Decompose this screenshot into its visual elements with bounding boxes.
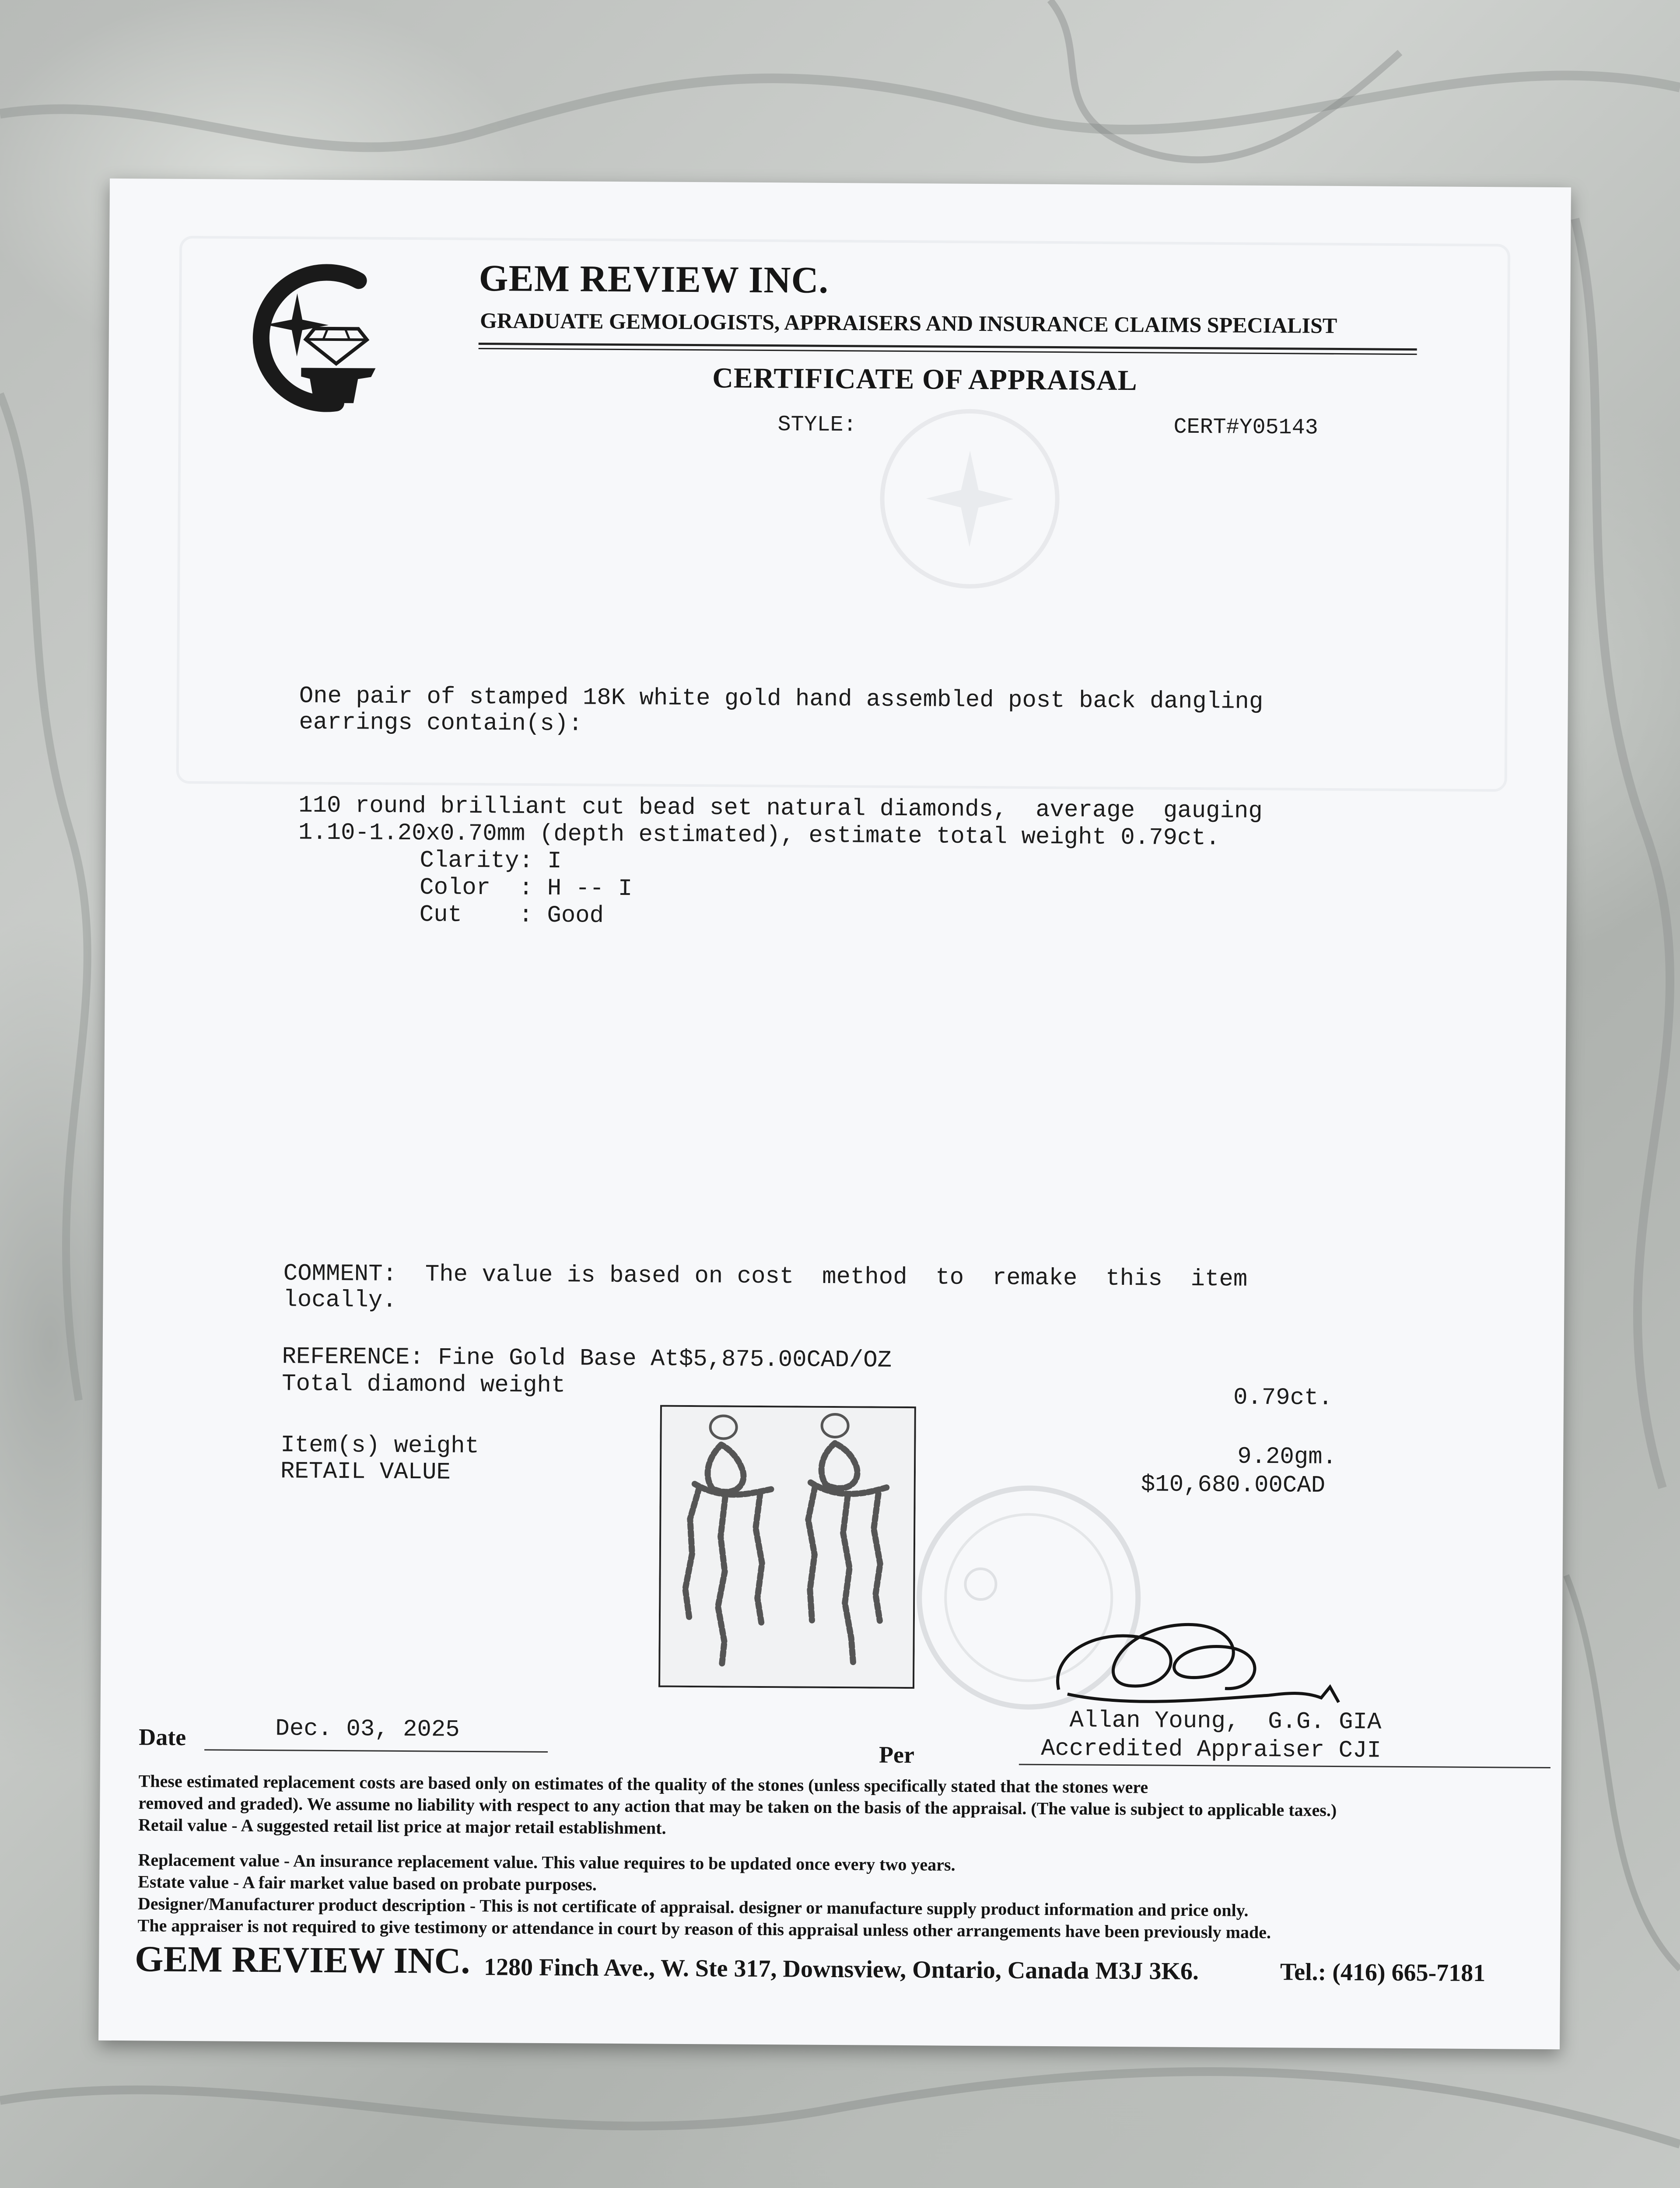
appraiser-name: Allan Young, G.G. GIA xyxy=(1069,1707,1382,1736)
reference-line: REFERENCE: Fine Gold Base At$5,875.00CAD/OZ xyxy=(282,1343,892,1374)
appraiser-signature xyxy=(1041,1602,1357,1718)
comment-line-2: locally. xyxy=(283,1287,397,1314)
item-weight-value: 9.20gm. xyxy=(1237,1443,1337,1471)
disclaimer-testimony: The appraiser is not required to give testimony or attendance in court by reason of this appraisal unless other arrangements have been previously made. xyxy=(137,1915,1271,1943)
cut-grade: Cut : Good xyxy=(419,901,604,929)
diamond-weight-label: Total diamond weight xyxy=(282,1371,566,1399)
item-weight-label: Item(s) weight xyxy=(280,1432,480,1460)
date-label: Date xyxy=(139,1724,186,1750)
clarity-grade: Clarity: I xyxy=(420,847,562,875)
footer-company-name: GEM REVIEW INC. xyxy=(134,1939,470,1981)
earrings-photo xyxy=(658,1405,916,1689)
appraisal-certificate-page xyxy=(98,179,1571,2049)
style-label: STYLE: xyxy=(777,412,857,438)
certificate-title: CERTIFICATE OF APPRAISAL xyxy=(712,362,1138,397)
retail-value-amount: $10,680.00CAD xyxy=(1141,1471,1326,1499)
per-label: Per xyxy=(878,1741,915,1768)
footer-address: 1280 Finch Ave., W. Ste 317, Downsview, Ontario, Canada M3J 3K6. xyxy=(483,1953,1199,1985)
date-line xyxy=(204,1749,548,1753)
item-description-line-2: earrings contain(s): xyxy=(299,709,583,738)
retail-value-label: RETAIL VALUE xyxy=(280,1458,451,1486)
date-value: Dec. 03, 2025 xyxy=(275,1715,460,1743)
gem-logo-icon xyxy=(227,262,385,421)
item-description-line-1: One pair of stamped 18K white gold hand assembled post back dangling xyxy=(299,683,1264,715)
diamond-weight-value: 0.79ct. xyxy=(1233,1384,1333,1412)
comment-line-1: COMMENT: The value is based on cost method to remake this item xyxy=(283,1260,1248,1293)
color-grade: Color : H -- I xyxy=(419,874,633,903)
watermark-seal-icon xyxy=(868,397,1071,600)
disclaimer-paragraph-1: These estimated replacement costs are based only on estimates of the quality of the stones (unless specifically stated that the stones were xyxy=(138,1771,1148,1797)
cert-number: CERT#Y05143 xyxy=(1173,414,1318,441)
disclaimer-replacement-value: Replacement value - An insurance replacement value. This value requires to be updated once every two years. xyxy=(138,1850,956,1875)
footer-phone: Tel.: (416) 665-7181 xyxy=(1280,1958,1486,1987)
disclaimer-retail-value: Retail value - A suggested retail list price at major retail establishment. xyxy=(138,1815,666,1838)
stones-line-2: 1.10-1.20x0.70mm (depth estimated), estimate total weight 0.79ct. xyxy=(298,819,1220,852)
company-name: GEM REVIEW INC. xyxy=(479,256,829,301)
signature-line xyxy=(1019,1764,1550,1768)
stones-line-1: 110 round brilliant cut bead set natural diamonds, average gauging xyxy=(298,792,1263,825)
company-tagline: GRADUATE GEMOLOGISTS, APPRAISERS AND INSURANCE CLAIMS SPECIALIST xyxy=(480,308,1337,338)
disclaimer-paragraph-1-cont: removed and graded). We assume no liability with respect to any action that may be taken on the basis of the appraisal. (The value is subject to applicable taxes.) xyxy=(138,1793,1337,1820)
appraiser-title: Accredited Appraiser CJI xyxy=(1040,1735,1382,1764)
disclaimer-estate-value: Estate value - A fair market value based on probate purposes. xyxy=(138,1872,597,1894)
disclaimer-designer: Designer/Manufacturer product description - This is not certificate of appraisal. designer or manufacture supply product information and price only. xyxy=(137,1893,1249,1920)
